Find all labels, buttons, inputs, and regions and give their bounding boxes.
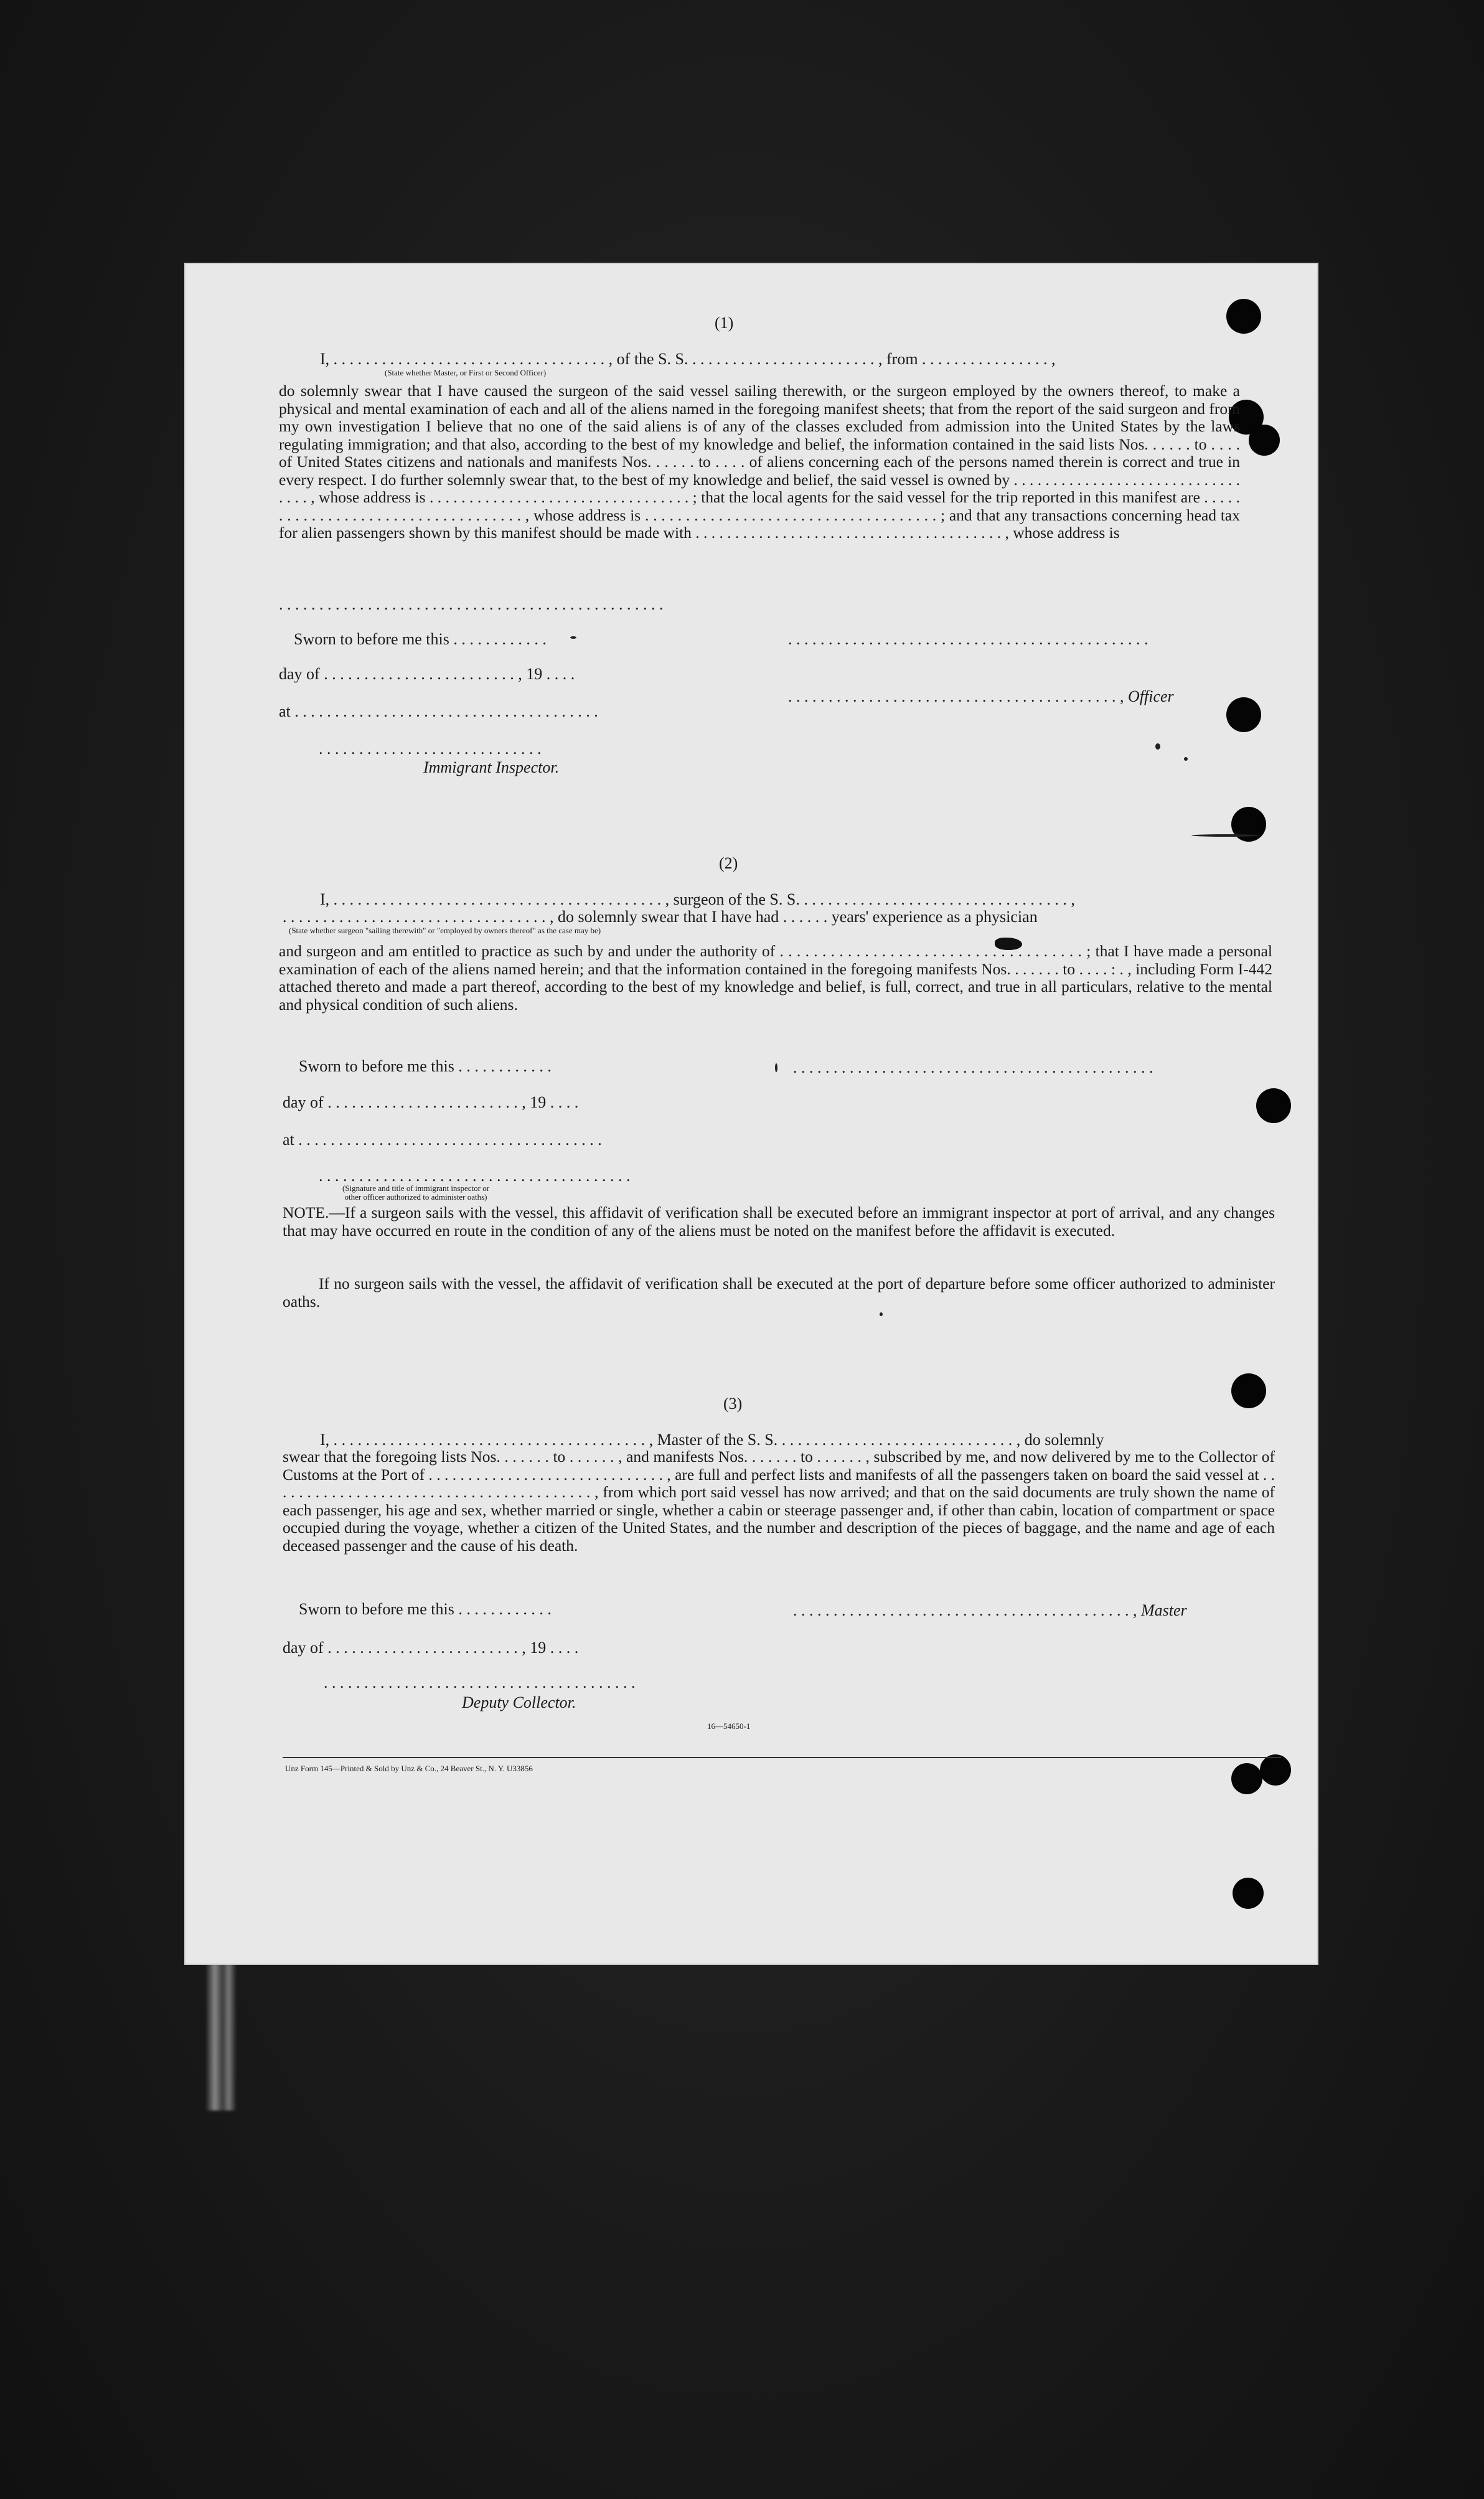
- punch-hole: [1233, 1878, 1264, 1909]
- section-1-oath-note: (State whether Master, or First or Second Officer): [385, 368, 547, 377]
- section-3-oath-line: I, . . . . . . . . . . . . . . . . . . . . . . . . . . . . . . . . . . . . . . . , Master of the S. S. . . . . . . . . . . . . . . . . . . . . . . . . . . . . . , do solemnly: [320, 1431, 1104, 1449]
- speck: [880, 1312, 883, 1316]
- punch-hole: [1256, 1088, 1291, 1123]
- punch-hole: [1260, 1754, 1291, 1786]
- punch-hole: [1226, 697, 1261, 732]
- punch-hole: [1231, 1373, 1266, 1408]
- section-1-sworn-line: Sworn to before me this . . . . . . . . . . . .: [294, 630, 547, 648]
- document-page: [186, 264, 1317, 1964]
- section-2-note-2-text: If no surgeon sails with the vessel, the affidavit of verification shall be executed at the port of departure before some officer authorized to administer oaths.: [283, 1274, 1275, 1311]
- section-1-oath-line: I, . . . . . . . . . . . . . . . . . . . . . . . . . . . . . . . . . . , of the S. S. . . . . . . . . . . . . . . . . . . . . . . . , from . . . . . . . . . . . . . . . . ,: [320, 350, 1056, 368]
- section-3-deputy-collector: Deputy Collector.: [462, 1693, 576, 1711]
- film-light-streak: [205, 1949, 237, 2111]
- section-2-body: [279, 943, 1272, 1014]
- printer-credit: Unz Form 145—Printed & Sold by Unz & Co., 24 Beaver St., N. Y. U33856: [285, 1764, 533, 1773]
- section-1-officer-line: [788, 687, 1174, 706]
- section-2-at-line: at . . . . . . . . . . . . . . . . . . . . . . . . . . . . . . . . . . . . . .: [283, 1131, 602, 1149]
- section-1-officer-label: Officer: [1128, 687, 1174, 705]
- section-2-body-text: and surgeon and am entitled to practice as such by and under the authority of . . . . . . . . . . . . . . . . . . . . . . . . . . . . . . . . . . . . ; that I have made a personal examination of each of the aliens named herein; and that the information contained in the foregoing manifests Nos. . . . . . . to . . . . : . , including Form I-442 attached thereto and made a part thereof, according to the best of my knowledge and belief, is full, correct, and true in all particulars, relative to the mental and physical condition of such aliens.: [279, 942, 1272, 1014]
- speck: [1155, 743, 1160, 750]
- section-3-sworn-line: Sworn to before me this . . . . . . . . . . . .: [299, 1600, 552, 1618]
- section-2-note-1-text: NOTE.—If a surgeon sails with the vessel, this affidavit of verification shall be executed before an immigrant inspector at port of arrival, and any changes that may have occurred en route in the condition of any of the aliens must be noted on the manifest before the affidavit is executed.: [283, 1203, 1275, 1240]
- section-3-number: (3): [723, 1395, 743, 1413]
- section-1-body-text: do solemnly swear that I have caused the surgeon of the said vessel sailing therewith, or the surgeon employed by the owners thereof, to make a physical and mental examination of each and all of the aliens named in the foregoing manifest sheets; that from the report of the said surgeon and from my own investigation I believe that no one of the said aliens is of any of the classes excluded from admission into the United States by the laws regulating immigration; and that also, according to the best of my knowledge and belief, the information contained in the said lists Nos. . . . . . to . . . . of United States citizens and nationals and manifests Nos. . . . . . to . . . . of aliens concerning each of the persons named therein is correct and true in every respect. I do further solemnly swear that, to the best of my knowledge and belief, the said vessel is owned by . . . . . . . . . . . . . . . . . . . . . . . . . . . . . . . . . , whose address is . . . . . . . . . . . . . . . . . . . . . . . . . . . . . . . . . ; that the local agents for the said vessel for the trip reported in this manifest are . . . . . . . . . . . . . . . . . . . . . . . . . . . . . . . . . . . , whose address is . . . . . . . . . . . . . . . . . . . . . . . . . . . . . . . . . . . . ; and that any transactions concerning head tax for alien passengers shown by this manifest should be made with . . . . . . . . . . . . . . . . . . . . . . . . . . . . . . . . . . . . . . . , whose address is: [279, 382, 1240, 542]
- section-2-oath-line: I, . . . . . . . . . . . . . . . . . . . . . . . . . . . . . . . . . . . . . . . . . , surgeon of the S. S. . . . . . . . . . . . . . . . . . . . . . . . . . . . . . . . . . ,: [320, 890, 1075, 908]
- section-1-officer-dots: . . . . . . . . . . . . . . . . . . . . . . . . . . . . . . . . . . . . . . . . . ,: [788, 687, 1124, 705]
- section-1-right-signature-line: . . . . . . . . . . . . . . . . . . . . . . . . . . . . . . . . . . . . . . . . . . . . .: [788, 630, 1148, 648]
- section-2-signature-note-text: (Signature and title of immigrant inspector or other officer authorized to administer oaths): [342, 1184, 490, 1202]
- speck: [1191, 834, 1260, 837]
- section-1-at-line: at . . . . . . . . . . . . . . . . . . . . . . . . . . . . . . . . . . . . . .: [279, 702, 598, 720]
- section-2-signature-dots: . . . . . . . . . . . . . . . . . . . . . . . . . . . . . . . . . . . . . . .: [319, 1167, 631, 1185]
- section-3-body: [283, 1448, 1275, 1555]
- section-2-number: (2): [719, 854, 738, 872]
- section-2-note-1: [283, 1204, 1275, 1240]
- section-1-body-tail: . . . . . . . . . . . . . . . . . . . . . . . . . . . . . . . . . . . . . . . . . . . . . . . .: [279, 595, 664, 613]
- section-3-master-line: [793, 1601, 1187, 1620]
- section-2-signature-note: [341, 1184, 491, 1202]
- section-2-right-signature-line: . . . . . . . . . . . . . . . . . . . . . . . . . . . . . . . . . . . . . . . . . . . . .: [793, 1058, 1153, 1076]
- section-1-day-line: day of . . . . . . . . . . . . . . . . . . . . . . . . , 19 . . . .: [279, 665, 575, 683]
- punch-hole: [1226, 299, 1261, 334]
- section-3-signature-dots: . . . . . . . . . . . . . . . . . . . . . . . . . . . . . . . . . . . . . . .: [324, 1673, 636, 1692]
- section-2-oath-note: (State whether surgeon "sailing therewith" or "employed by owners thereof" as the case may be): [289, 926, 601, 935]
- section-3-body-text: swear that the foregoing lists Nos. . . . . . . to . . . . . . , and manifests Nos. . . . . . . to . . . . . . , subscribed by me, and now delivered by me to the Collector of Customs at the Port of . . . . . . . . . . . . . . . . . . . . . . . . . . . . . . , are full and perfect lists and manifests of all the passengers taken on board the said vessel at . . . . . . . . . . . . . . . . . . . . . . . . . . . . . . . . . . . . . . . . , from which port said vessel has now arrived; and that on the said documents are truly shown the name of each passenger, his age and sex, whether married or single, whether a cabin or steerage passenger and, if other than cabin, location of compartment or space occupied during the voyage, whether a citizen of the United States, and the number and description of the pieces of baggage, and the name and age of each deceased passenger and the cause of his death.: [283, 1447, 1275, 1555]
- section-1-body: [279, 382, 1240, 542]
- speck: [775, 1063, 777, 1072]
- section-2-sworn-line: Sworn to before me this . . . . . . . . . . . .: [299, 1057, 552, 1075]
- section-1-number: (1): [715, 314, 734, 332]
- speck: [570, 636, 576, 639]
- speck: [1184, 757, 1188, 761]
- section-1-immigrant-inspector: Immigrant Inspector.: [423, 758, 560, 776]
- section-2-experience-line: . . . . . . . . . . . . . . . . . . . . . . . . . . . . . . . . . , do solemnly swear that I have had . . . . . . years' experience as a physician: [283, 908, 1038, 926]
- section-2-day-line: day of . . . . . . . . . . . . . . . . . . . . . . . . , 19 . . . .: [283, 1093, 579, 1111]
- punch-hole: [1231, 1763, 1262, 1794]
- section-2-note-2: [283, 1275, 1275, 1311]
- section-3-day-line: day of . . . . . . . . . . . . . . . . . . . . . . . . , 19 . . . .: [283, 1639, 579, 1657]
- section-3-master-dots: . . . . . . . . . . . . . . . . . . . . . . . . . . . . . . . . . . . . . . . . . . ,: [793, 1601, 1137, 1619]
- section-1-inspector-dots: . . . . . . . . . . . . . . . . . . . . . . . . . . . .: [319, 740, 542, 758]
- form-code: 16—54650-1: [707, 1721, 751, 1731]
- punch-hole: [1249, 425, 1280, 456]
- section-3-master-label: Master: [1141, 1601, 1187, 1619]
- footer-rule: [283, 1757, 1281, 1758]
